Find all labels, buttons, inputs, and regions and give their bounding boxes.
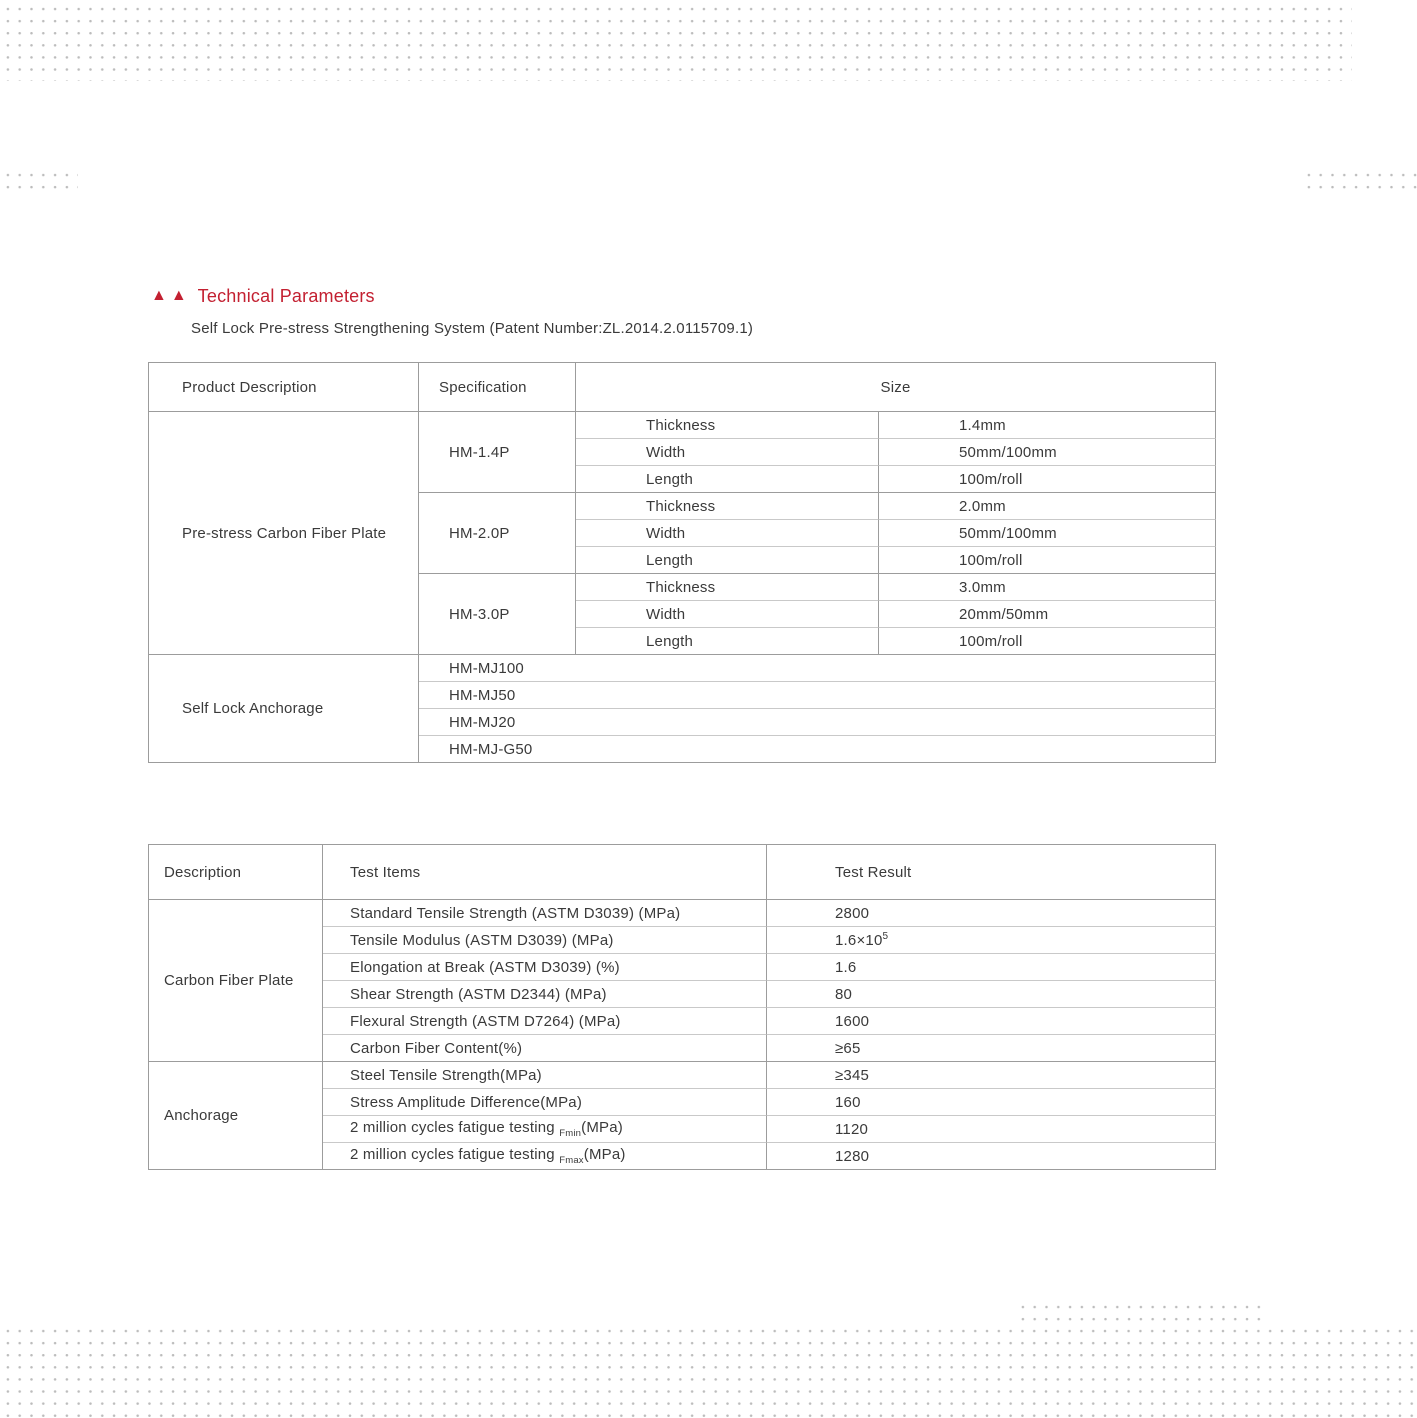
model-cell: HM-3.0P xyxy=(419,574,576,655)
spec-header-specification: Specification xyxy=(419,363,576,412)
test-item-text: 2 million cycles fatigue testing xyxy=(350,1146,560,1163)
product-name-cell: Pre-stress Carbon Fiber Plate xyxy=(149,412,419,655)
size-value-cell: 100m/roll xyxy=(879,628,1216,655)
size-label-cell: Length xyxy=(576,547,879,574)
size-value-cell: 20mm/50mm xyxy=(879,601,1216,628)
anchorage-model-cell: HM-MJ50 xyxy=(419,682,1216,709)
test-item-cell: Shear Strength (ASTM D2344) (MPa) xyxy=(323,981,767,1008)
triangle-marks-icon: ▲▲ xyxy=(151,287,191,304)
test-item-cell: Flexural Strength (ASTM D7264) (MPa) xyxy=(323,1008,767,1035)
size-value-cell: 3.0mm xyxy=(879,574,1216,601)
dot-pattern-bottom-strip xyxy=(1015,1298,1264,1322)
test-result-cell: 80 xyxy=(767,981,1216,1008)
test-table-header-row xyxy=(149,845,1216,900)
description-cell: Anchorage xyxy=(149,1062,323,1170)
size-label-cell: Length xyxy=(576,628,879,655)
test-item-cell: Elongation at Break (ASTM D3039) (%) xyxy=(323,954,767,981)
spec-header-product: Product Description xyxy=(149,363,419,412)
table-row xyxy=(149,900,1216,927)
test-item-cell: Stress Amplitude Difference(MPa) xyxy=(323,1089,767,1116)
test-result-cell: 1600 xyxy=(767,1008,1216,1035)
section-heading xyxy=(151,286,375,306)
size-label-cell: Thickness xyxy=(576,574,879,601)
test-item-subscript: Fmin xyxy=(559,1128,582,1139)
test-item-cell: Tensile Modulus (ASTM D3039) (MPa) xyxy=(323,927,767,954)
test-result-cell: ≥65 xyxy=(767,1035,1216,1062)
test-result-text: 1.6×10 xyxy=(835,932,883,949)
spec-table-header-row xyxy=(149,363,1216,412)
size-label-cell: Width xyxy=(576,439,879,466)
test-result-cell: 1120 xyxy=(767,1116,1216,1143)
dot-pattern-bottom-main xyxy=(0,1322,1417,1418)
test-result-cell xyxy=(767,927,1216,954)
test-item-text: (MPa) xyxy=(581,1119,623,1136)
product-name-cell: Self Lock Anchorage xyxy=(149,655,419,763)
size-value-cell: 50mm/100mm xyxy=(879,439,1216,466)
size-label-cell: Thickness xyxy=(576,493,879,520)
size-value-cell: 2.0mm xyxy=(879,493,1216,520)
model-cell: HM-2.0P xyxy=(419,493,576,574)
test-header-description: Description xyxy=(149,845,323,900)
size-value-cell: 100m/roll xyxy=(879,547,1216,574)
test-item-cell: Standard Tensile Strength (ASTM D3039) (MPa) xyxy=(323,900,767,927)
test-item-cell: Steel Tensile Strength(MPa) xyxy=(323,1062,767,1089)
section-title: Technical Parameters xyxy=(197,286,375,306)
test-item-cell xyxy=(323,1143,767,1170)
table-row xyxy=(149,1062,1216,1089)
system-subtitle: Self Lock Pre-stress Strengthening System (Patent Number:ZL.2014.2.0115709.1) xyxy=(191,320,754,337)
dot-pattern-top-right-tail xyxy=(1301,166,1417,191)
test-result-cell: ≥345 xyxy=(767,1062,1216,1089)
spec-header-size: Size xyxy=(576,363,1216,412)
size-label-cell: Width xyxy=(576,520,879,547)
table-row xyxy=(149,655,1216,682)
spec-table xyxy=(148,362,1216,763)
test-result-superscript: 5 xyxy=(882,931,889,942)
description-cell: Carbon Fiber Plate xyxy=(149,900,323,1062)
table-row xyxy=(149,412,1216,439)
anchorage-model-cell: HM-MJ20 xyxy=(419,709,1216,736)
test-item-subscript: Fmax xyxy=(559,1155,584,1166)
size-value-cell: 50mm/100mm xyxy=(879,520,1216,547)
model-cell: HM-1.4P xyxy=(419,412,576,493)
dot-pattern-top-left-tail xyxy=(0,166,78,191)
test-item-cell: Carbon Fiber Content(%) xyxy=(323,1035,767,1062)
test-item-text: 2 million cycles fatigue testing xyxy=(350,1119,560,1136)
test-item-cell xyxy=(323,1116,767,1143)
test-result-cell: 160 xyxy=(767,1089,1216,1116)
test-item-text: (MPa) xyxy=(583,1146,626,1163)
test-header-items: Test Items xyxy=(323,845,767,900)
anchorage-model-cell: HM-MJ-G50 xyxy=(419,736,1216,763)
dot-pattern-top-main xyxy=(0,0,1352,81)
size-label-cell: Thickness xyxy=(576,412,879,439)
test-result-cell: 1280 xyxy=(767,1143,1216,1170)
test-table xyxy=(148,844,1216,1170)
test-result-cell: 1.6 xyxy=(767,954,1216,981)
test-result-cell: 2800 xyxy=(767,900,1216,927)
size-value-cell: 1.4mm xyxy=(879,412,1216,439)
test-header-result: Test Result xyxy=(767,845,1216,900)
size-label-cell: Width xyxy=(576,601,879,628)
anchorage-model-cell: HM-MJ100 xyxy=(419,655,1216,682)
size-value-cell: 100m/roll xyxy=(879,466,1216,493)
size-label-cell: Length xyxy=(576,466,879,493)
